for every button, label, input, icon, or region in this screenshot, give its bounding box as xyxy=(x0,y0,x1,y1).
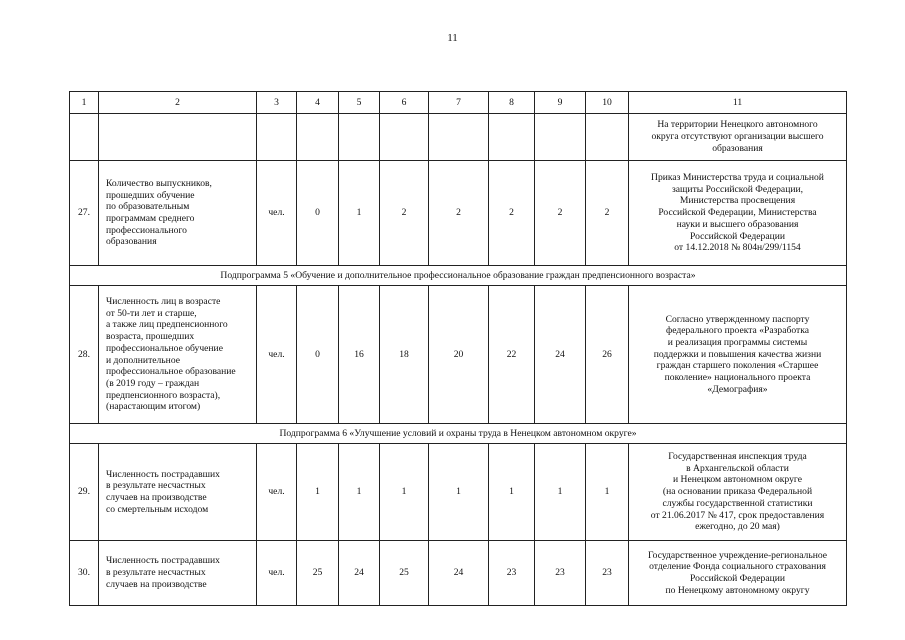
header-cell: 5 xyxy=(339,92,380,114)
table-row xyxy=(70,286,847,424)
value-cell: 22 xyxy=(489,286,535,424)
indicator-name: Численность лиц в возрасте от 50-ти лет и старше, а также лиц предпенсионного возраста, прошедших профессиональное обучение и дополнительное профессиональное образование (в 2019 году – граждан предпенсионного возраста), (нарастающим итогом) xyxy=(99,286,257,424)
value-cell: 24 xyxy=(429,541,489,606)
value-cell: 1 xyxy=(586,444,629,541)
row-number: 29. xyxy=(70,444,99,541)
value-cell: 2 xyxy=(380,161,429,266)
header-cell: 8 xyxy=(489,92,535,114)
subprogram-row xyxy=(70,424,847,444)
value-cell: 24 xyxy=(535,286,586,424)
source-cell: Приказ Министерства труда и социальной защиты Российской Федерации, Министерства просвещения Российской Федерации, Министерства науки и высшего образования Российской Федерации от 14.12.2018 № 804н/299/1154 xyxy=(629,161,847,266)
value-cell: 23 xyxy=(535,541,586,606)
source-cell: Государственное учреждение-региональное отделение Фонда социального страхования Российской Федерации по Ненецкому автономному округу xyxy=(629,541,847,606)
value-cell: 20 xyxy=(429,286,489,424)
header-cell: 10 xyxy=(586,92,629,114)
value-cell: 25 xyxy=(380,541,429,606)
value-cell: 25 xyxy=(297,541,339,606)
value-cell: 1 xyxy=(339,161,380,266)
indicators-table xyxy=(69,91,847,606)
value-cell: 23 xyxy=(489,541,535,606)
header-row xyxy=(70,92,847,114)
unit-cell: чел. xyxy=(257,161,297,266)
table-row xyxy=(70,541,847,606)
value-cell: 1 xyxy=(489,444,535,541)
header-cell: 3 xyxy=(257,92,297,114)
value-cell: 18 xyxy=(380,286,429,424)
indicator-name: Количество выпускников, прошедших обучение по образовательным программам среднего профессионального образования xyxy=(99,161,257,266)
value-cell: 0 xyxy=(297,286,339,424)
source-cell: Согласно утвержденному паспорту федерального проекта «Разработка и реализация программы системы поддержки и повышения качества жизни граждан старшего поколения «Старшее поколение» национального проекта «Демография» xyxy=(629,286,847,424)
table-row xyxy=(70,161,847,266)
value-cell: 1 xyxy=(429,444,489,541)
subprogram-title: Подпрограмма 5 «Обучение и дополнительное профессиональное образование граждан предпенсионного возраста» xyxy=(70,266,847,286)
source-cell: Государственная инспекция труда в Архангельской области и Ненецком автономном округе (на основании приказа Федеральной службы государственной статистики от 21.06.2017 № 417, срок предоставления ежегодно, до 20 мая) xyxy=(629,444,847,541)
value-cell: 1 xyxy=(297,444,339,541)
source-cell: На территории Ненецкого автономного округа отсутствуют организации высшего образования xyxy=(629,114,847,161)
value-cell: 1 xyxy=(535,444,586,541)
value-cell: 2 xyxy=(586,161,629,266)
header-cell: 1 xyxy=(70,92,99,114)
header-cell: 2 xyxy=(99,92,257,114)
page-number: 11 xyxy=(447,32,458,44)
header-cell: 4 xyxy=(297,92,339,114)
value-cell: 26 xyxy=(586,286,629,424)
row-number: 30. xyxy=(70,541,99,606)
value-cell: 1 xyxy=(380,444,429,541)
table-row xyxy=(70,444,847,541)
row-number: 28. xyxy=(70,286,99,424)
header-cell: 6 xyxy=(380,92,429,114)
table-row-continuation xyxy=(70,114,847,161)
value-cell: 2 xyxy=(489,161,535,266)
indicator-name: Численность пострадавших в результате несчастных случаев на производстве xyxy=(99,541,257,606)
indicator-name: Численность пострадавших в результате несчастных случаев на производстве со смертельным исходом xyxy=(99,444,257,541)
unit-cell: чел. xyxy=(257,444,297,541)
header-cell: 7 xyxy=(429,92,489,114)
subprogram-row xyxy=(70,266,847,286)
header-cell: 11 xyxy=(629,92,847,114)
value-cell: 16 xyxy=(339,286,380,424)
value-cell: 24 xyxy=(339,541,380,606)
value-cell: 2 xyxy=(429,161,489,266)
header-cell: 9 xyxy=(535,92,586,114)
subprogram-title: Подпрограмма 6 «Улучшение условий и охраны труда в Ненецком автономном округе» xyxy=(70,424,847,444)
unit-cell: чел. xyxy=(257,286,297,424)
unit-cell: чел. xyxy=(257,541,297,606)
row-number: 27. xyxy=(70,161,99,266)
value-cell: 0 xyxy=(297,161,339,266)
value-cell: 23 xyxy=(586,541,629,606)
value-cell: 1 xyxy=(339,444,380,541)
value-cell: 2 xyxy=(535,161,586,266)
